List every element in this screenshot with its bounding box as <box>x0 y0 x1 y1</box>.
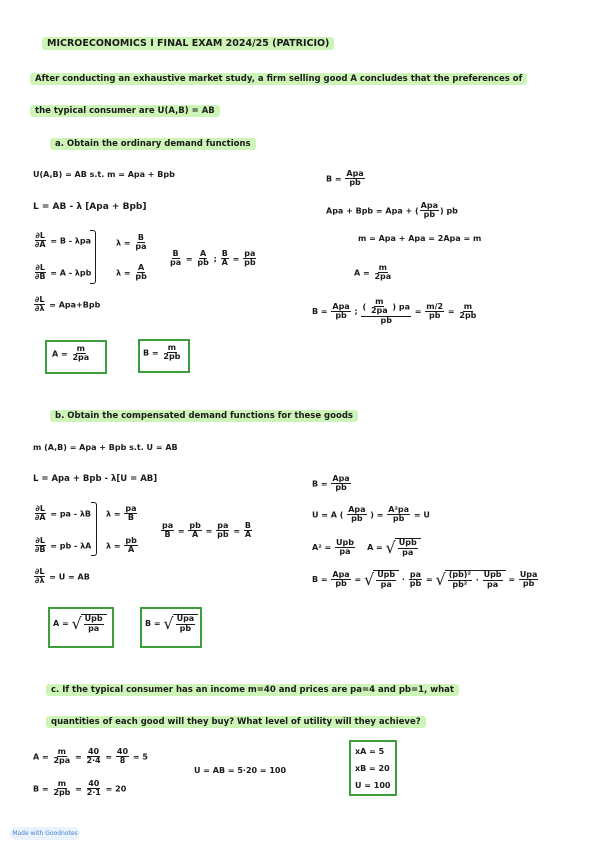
part-a-result-a: A = $\frac{m}{2pa}$ <box>52 344 90 363</box>
part-b-foc-lambda: $\frac{\partial L}{\partial\lambda}$ = U = AB <box>35 567 90 586</box>
part-c-heading-2: quantities of each good will they buy? What level of utility will they achieve? <box>46 716 426 728</box>
part-a-brace <box>90 230 96 284</box>
part-b-lambda-1: λ = $\frac{pa}{B}$ <box>106 504 137 523</box>
part-b-brace <box>91 502 97 556</box>
part-b-u-eq: U = A ( $\frac{\text{Apa}}{pb}$ ) = $\frac{\text{A²pa}}{pb}$ = U <box>312 505 430 524</box>
part-a-foc-a: $\frac{\partial L}{\partial A}$ = B - λpa <box>35 231 91 250</box>
part-a-heading: a. Obtain the ordinary demand functions <box>50 138 256 150</box>
part-c-answer-xb: xB = 20 <box>355 764 390 773</box>
part-a-lambda-2: λ = $\frac{A}{pb}$ <box>116 263 147 282</box>
part-a-a-sol: A = $\frac{m}{2pa}$ <box>354 263 392 282</box>
part-a-result-b: B = $\frac{m}{2pb}$ <box>143 343 181 362</box>
part-a-problem: U(A,B) = AB s.t. m = Apa + Bpb <box>33 170 175 179</box>
part-b-b-sub: B = $\frac{\text{Apa}}{pb}$ = √ $\frac{\text{Upb}}{pa}$ · $\frac{pa}{pb}$ = √ $\frac{\text{(pb)²}}{\text{pb²}}$ · $\frac{\text{Upb}}{pa}$ = $\frac{\text{Upa}}{pb}$ <box>312 569 538 589</box>
part-b-lagrangian: L = Apa + Bpb - λ[U = AB] <box>33 474 158 484</box>
part-a-b-sub: B = $\frac{\text{Apa}}{pb}$ ; ( $\frac{m}{2pa}$ ) pa pb = $\frac{m/2}{pb}$ = $\frac{m}{2pb}$ <box>312 297 477 325</box>
part-c-answer-u: U = 100 <box>355 781 391 790</box>
part-a-equate: $\frac{B}{pa}$ = $\frac{A}{pb}$ ; $\frac{B}{A}$ = $\frac{pa}{pb}$ <box>170 249 256 268</box>
part-b-equate: $\frac{pa}{B}$ = $\frac{pb}{A}$ = $\frac{pa}{pb}$ = $\frac{B}{A}$ <box>162 521 252 540</box>
part-c-u-calc: U = AB = 5·20 = 100 <box>194 766 287 775</box>
page-title: MICROECONOMICS I FINAL EXAM 2024/25 (PATRICIO) <box>42 37 334 50</box>
part-b-foc-b: $\frac{\partial L}{\partial B}$ = pb - λA <box>35 536 92 555</box>
part-a-foc-b: $\frac{\partial L}{\partial B}$ = A - λpb <box>35 263 92 282</box>
part-a-foc-lambda: $\frac{\partial L}{\partial\lambda}$ = Apa+Bpb <box>35 295 101 314</box>
part-a-lagrangian: L = AB - λ [Apa + Bpb] <box>33 202 147 212</box>
part-a-budget: Apa + Bpb = Apa + ( $\frac{\text{Apa}}{pb}$ ) pb <box>326 201 458 220</box>
intro-line-2: the typical consumer are U(A,B) = AB <box>30 105 220 117</box>
part-c-answer-xa: xA = 5 <box>355 747 385 756</box>
part-c-b-calc: B = $\frac{m}{2pb}$ = $\frac{40}{2\cdot 1}$ = 20 <box>33 779 127 798</box>
intro-line-1: After conducting an exhaustive market study, a firm selling good A concludes that the preferences of <box>30 73 527 85</box>
part-a-lambda-1: λ = $\frac{B}{pa}$ <box>116 233 147 252</box>
part-b-result-a: A = √ $\frac{\text{Upb}}{pa}$ <box>53 614 107 633</box>
part-b-problem: m (A,B) = Apa + Bpb s.t. U = AB <box>33 443 178 452</box>
part-b-a-sq: A² = $\frac{\text{Upb}}{pa}$ A = √ $\frac{\text{Upb}}{pa}$ <box>312 538 421 557</box>
part-a-m-eq: m = Apa + Apa = 2Apa = m <box>358 234 482 243</box>
part-b-heading: b. Obtain the compensated demand functions for these goods <box>50 410 358 422</box>
part-c-heading-1: c. If the typical consumer has an income m=40 and prices are pa=4 and pb=1, what <box>46 684 459 696</box>
part-a-b-expr: B = $\frac{\text{Apa}}{pb}$ <box>326 169 364 188</box>
part-c-a-calc: A = $\frac{m}{2pa}$ = $\frac{40}{2\cdot 4}$ = $\frac{40}{8}$ = 5 <box>33 747 148 766</box>
part-b-result-b: B = √ $\frac{\text{Upa}}{pb}$ <box>145 614 198 633</box>
part-b-foc-a: $\frac{\partial L}{\partial A}$ = pa - λB <box>35 504 91 523</box>
part-b-lambda-2: λ = $\frac{pb}{A}$ <box>106 536 137 555</box>
part-b-b-expr: B = $\frac{\text{Apa}}{pb}$ <box>312 474 350 493</box>
goodnotes-badge: Made with Goodnotes <box>10 827 80 840</box>
